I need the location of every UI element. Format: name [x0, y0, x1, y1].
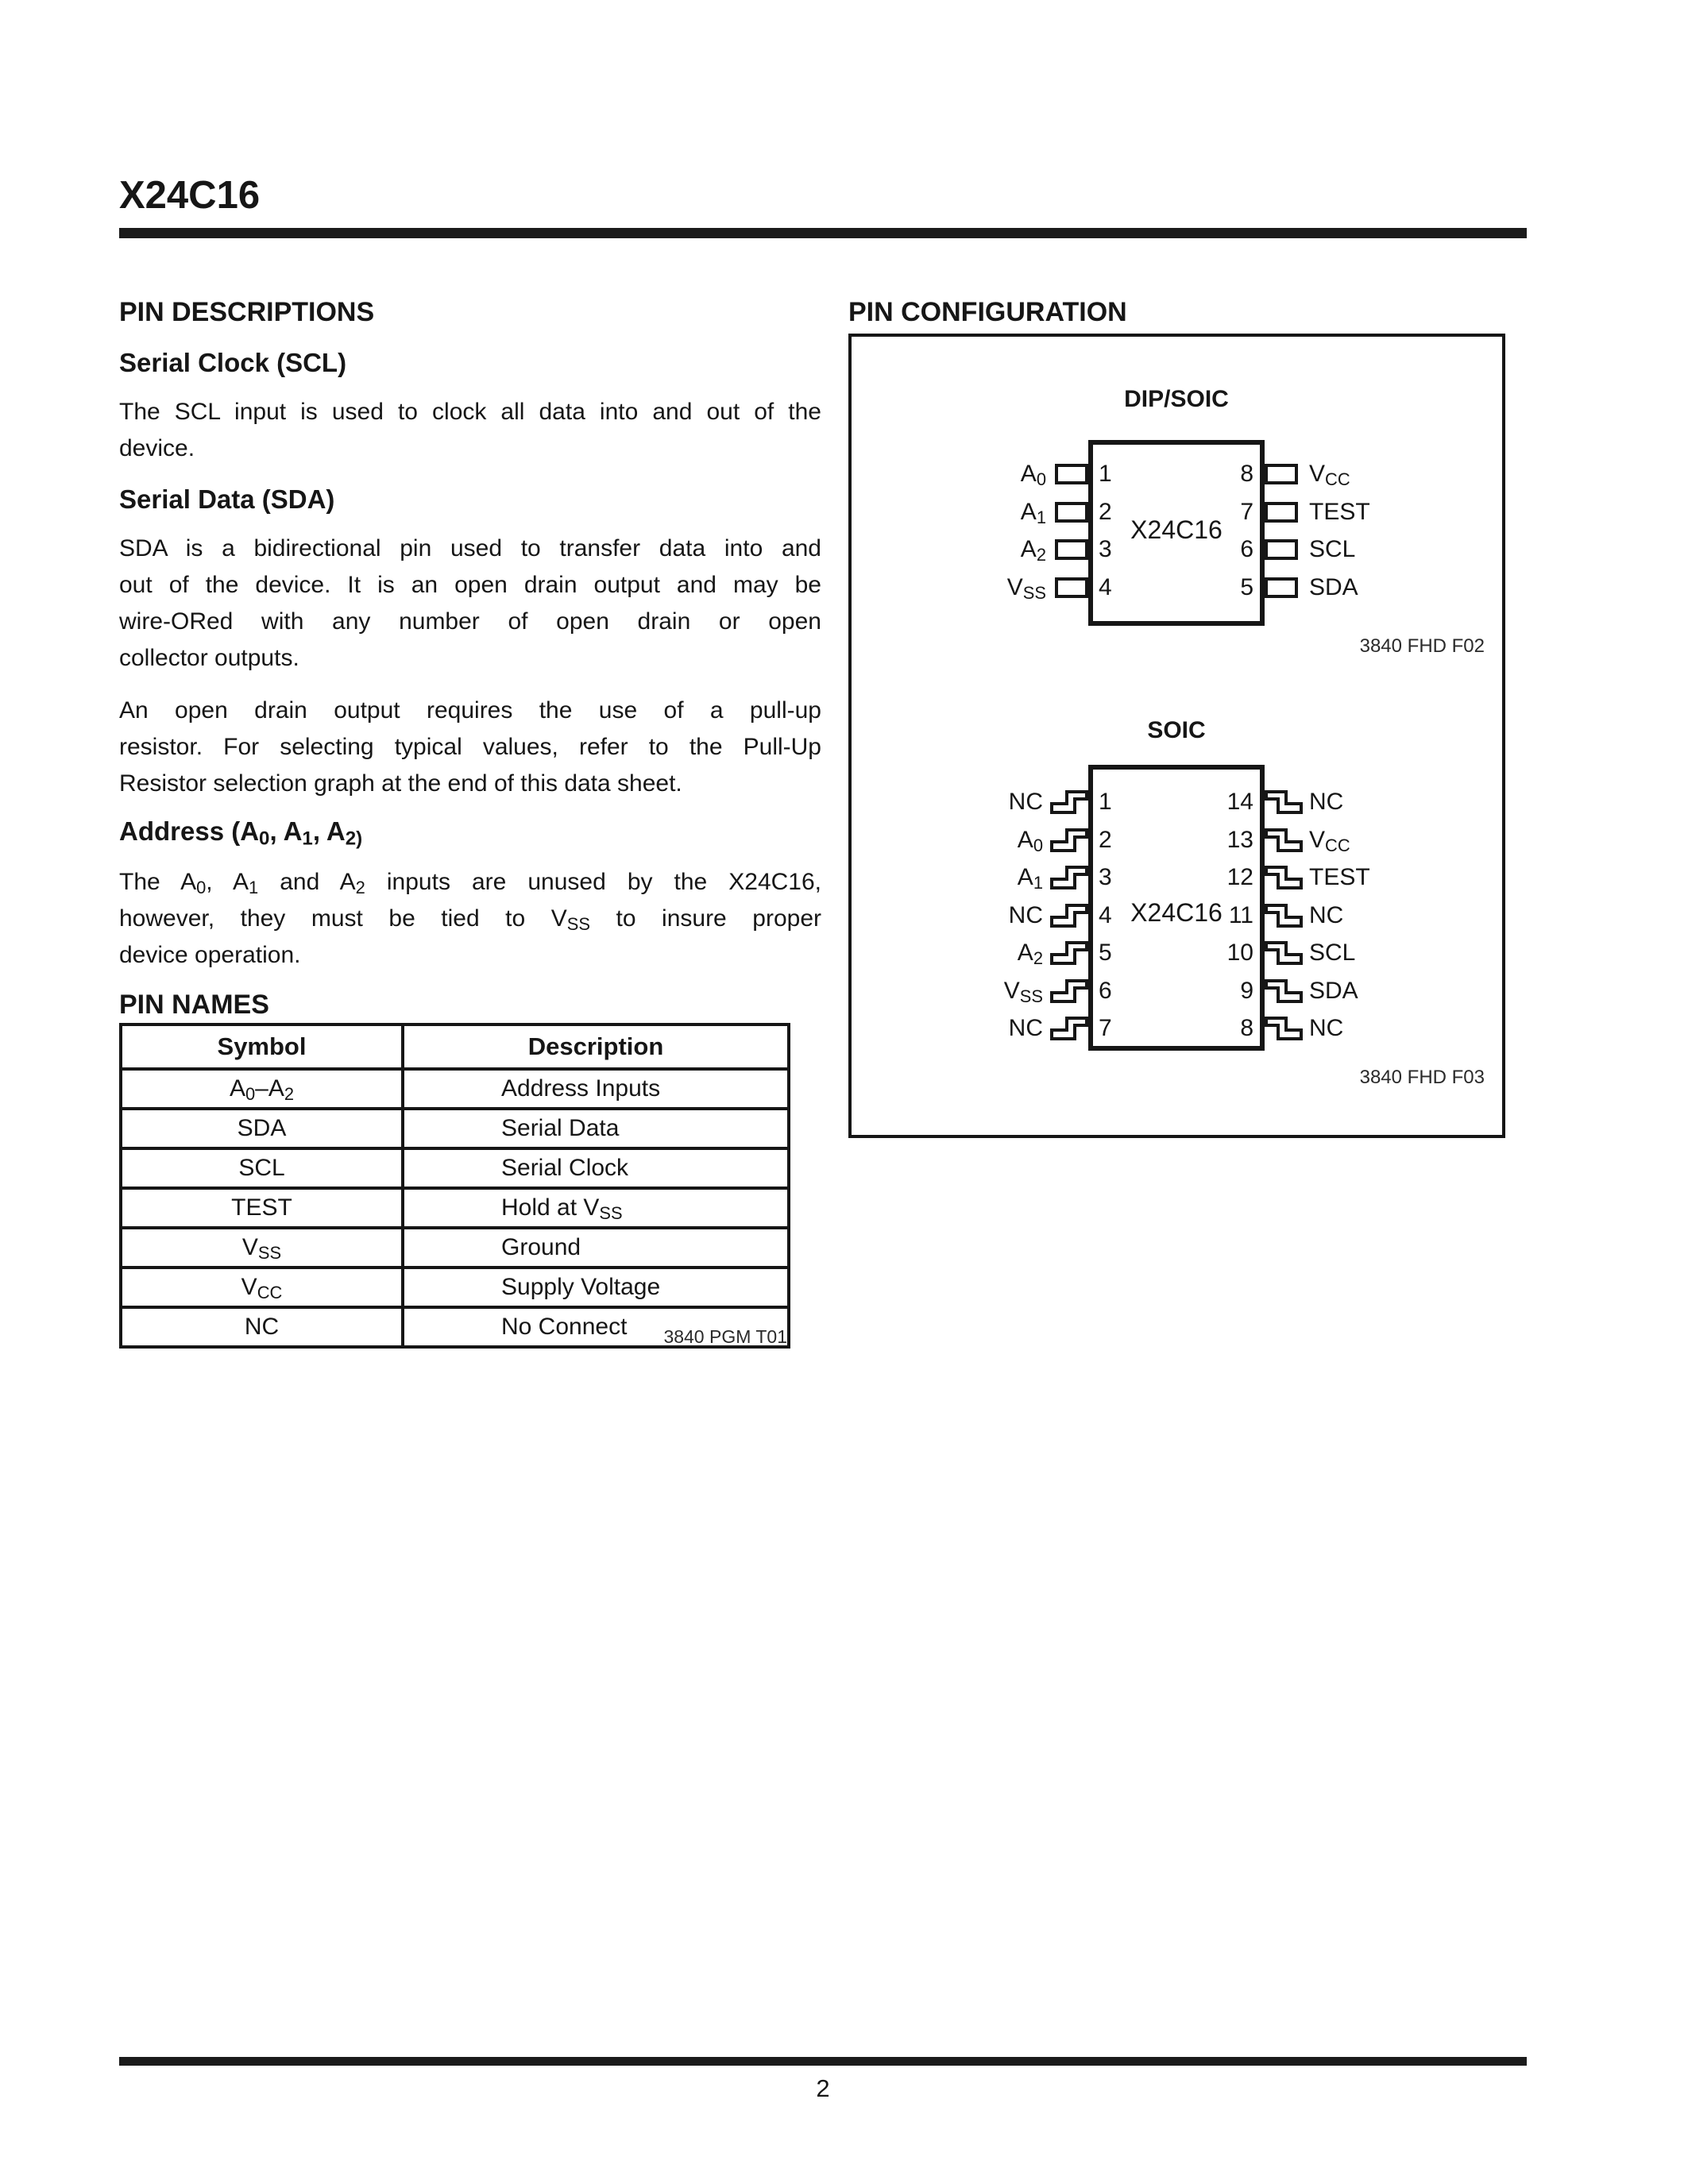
pin-row [914, 901, 1112, 928]
pin-label [914, 574, 1046, 601]
subscript: 2) [345, 828, 363, 850]
text-segment: inputs are unused by the X24C16, [365, 869, 821, 895]
pin-row [914, 573, 1112, 603]
table-row [121, 1069, 789, 1109]
serial-data-paragraph-1 [119, 531, 821, 677]
heading-text: Address (A [119, 816, 260, 846]
dip-pin-lead-icon [1055, 577, 1088, 598]
pin-label [914, 536, 1046, 563]
pin-label-text: TEST [1309, 864, 1370, 890]
pin-label [1309, 902, 1343, 929]
pin-label-text: SDA [1309, 977, 1358, 1004]
pin-label-text: A [1020, 498, 1037, 525]
table-body [121, 1069, 789, 1347]
pin-number: 8 [1240, 1015, 1253, 1041]
soic-title: SOIC [1147, 717, 1206, 743]
soic-left-pins [914, 790, 1112, 1055]
pin-label-text: NC [1008, 1015, 1043, 1041]
pin-number: 3 [1099, 864, 1112, 890]
text-line: Resistor selection graph at the end of this data sheet. [119, 770, 682, 797]
subscript: CC [1325, 835, 1350, 855]
pin-label [1309, 978, 1358, 1005]
description-text: Ground [501, 1234, 581, 1260]
pin-label-text: NC [1309, 789, 1344, 815]
subscript: SS [1019, 986, 1043, 1006]
pin-row [1218, 461, 1370, 489]
pin-number: 10 [1226, 940, 1253, 966]
pin-row [1218, 573, 1370, 600]
symbol-text: V [241, 1234, 258, 1260]
soic-chip-name: X24C16 [1130, 898, 1223, 927]
pin-label [914, 827, 1043, 854]
pin-label-text: NC [1309, 901, 1344, 928]
pin-label [1309, 940, 1355, 967]
pin-label-text: A [1017, 864, 1033, 890]
pin-label-text: V [1006, 573, 1023, 600]
pin-label [1309, 499, 1370, 526]
header-rule [119, 228, 1527, 238]
dip-pin-lead-icon [1265, 539, 1298, 560]
description-cell [403, 1069, 789, 1109]
pin-number: 2 [1099, 498, 1112, 525]
table-row [121, 1268, 789, 1307]
soic-package-diagram [914, 765, 1517, 1063]
description-text: Serial Data [501, 1115, 620, 1141]
pin-configuration-heading: PIN CONFIGURATION [848, 297, 1127, 327]
pin-row [914, 461, 1112, 489]
text-line: out of the device. It is an open drain output and may be [119, 572, 821, 598]
subscript: SS [1022, 582, 1046, 603]
symbol-cell [121, 1188, 403, 1228]
dip-pin-lead-icon [1265, 464, 1298, 484]
pin-label [1309, 536, 1355, 563]
subscript: SS [566, 913, 590, 934]
pin-number: 7 [1099, 1015, 1112, 1041]
dip-figure-code: 3840 FHD F02 [1359, 635, 1485, 657]
pin-row [1214, 866, 1370, 889]
pin-number: 9 [1240, 977, 1253, 1004]
pin-label [1309, 827, 1350, 854]
subscript: 1 [302, 828, 313, 850]
symbol-text: A [229, 1075, 245, 1102]
dip-left-pins [914, 461, 1112, 615]
subscript: 1 [1033, 872, 1043, 893]
soic-pin-lead-icon [1265, 1017, 1303, 1040]
pin-label [914, 1015, 1043, 1042]
soic-pin-lead-icon [1265, 904, 1303, 928]
subscript: 2 [284, 1083, 295, 1104]
description-cell [403, 1228, 789, 1268]
text-segment: The A [119, 869, 197, 895]
pin-number: 14 [1226, 789, 1253, 815]
pin-row [1214, 826, 1370, 855]
pin-number: 2 [1099, 826, 1112, 853]
pin-label [1309, 864, 1370, 891]
table-row [121, 1188, 789, 1228]
soic-pin-lead-icon [1050, 941, 1088, 965]
pin-names-heading: PIN NAMES [119, 990, 269, 1020]
pin-row [914, 1017, 1112, 1040]
pin-label-text: A [1017, 826, 1033, 853]
pin-label-text: V [1309, 826, 1326, 853]
text-segment: to insure proper [589, 905, 821, 932]
soic-pin-lead-icon [1265, 866, 1303, 889]
page-title: X24C16 [119, 174, 261, 217]
pin-row [1218, 536, 1370, 562]
soic-pin-lead-icon [1265, 828, 1303, 852]
description-text: Serial Clock [501, 1155, 629, 1181]
pin-label-text: V [1309, 461, 1326, 487]
text-line: resistor. For selecting typical values, refer to the Pull-Up [119, 734, 821, 760]
pin-row [1214, 790, 1370, 814]
pin-number: 12 [1226, 864, 1253, 890]
dip-pin-lead-icon [1055, 539, 1088, 560]
description-text: Hold at V [501, 1194, 600, 1221]
soic-pin-lead-icon [1050, 904, 1088, 928]
pin-row [1218, 498, 1370, 525]
subscript: 0 [245, 1083, 256, 1104]
text-line: The SCL input is used to clock all data into and out of the [119, 399, 821, 425]
text-line: device operation. [119, 942, 301, 968]
pin-row [914, 940, 1112, 968]
address-heading [119, 816, 363, 850]
symbol-cell [121, 1069, 403, 1109]
subscript: CC [1325, 469, 1350, 489]
symbol-text: SDA [237, 1115, 287, 1141]
subscript: CC [257, 1282, 283, 1302]
subscript: 2 [1036, 544, 1046, 565]
text-line [119, 864, 821, 901]
text-line: SDA is a bidirectional pin used to transfer data into and [119, 535, 821, 561]
pin-row [1214, 941, 1370, 965]
footer-rule [119, 2057, 1527, 2066]
serial-data-paragraph-2 [119, 693, 821, 802]
pin-number: 13 [1226, 826, 1253, 853]
symbol-text: –A [255, 1075, 284, 1102]
subscript: 0 [1036, 469, 1046, 489]
pin-label-text: SDA [1309, 573, 1358, 600]
subscript: 0 [259, 828, 270, 850]
pin-label [914, 902, 1043, 929]
symbol-cell [121, 1148, 403, 1188]
symbol-text: TEST [231, 1194, 292, 1221]
symbol-cell [121, 1268, 403, 1307]
description-cell [403, 1109, 789, 1148]
description-cell [403, 1188, 789, 1228]
soic-figure-code: 3840 FHD F03 [1359, 1067, 1485, 1088]
serial-clock-paragraph [119, 394, 821, 467]
pin-number: 11 [1228, 901, 1253, 928]
pin-label [914, 864, 1043, 891]
pin-label [1309, 574, 1358, 601]
dip-pin-lead-icon [1055, 464, 1088, 484]
description-column-header: Description [403, 1024, 789, 1069]
pin-label-text: NC [1309, 1015, 1344, 1041]
description-cell [403, 1148, 789, 1188]
table-header-row [121, 1024, 789, 1069]
subscript: 2 [1033, 947, 1043, 968]
pin-label [914, 789, 1043, 816]
subscript: 0 [196, 877, 207, 897]
pin-number: 6 [1240, 536, 1253, 562]
soic-pin-lead-icon [1050, 979, 1088, 1003]
pin-label-text: A [1020, 536, 1037, 562]
table-figure-code: 3840 PGM T01 [663, 1326, 787, 1347]
pin-row [914, 536, 1112, 565]
symbol-text: NC [244, 1314, 280, 1340]
pin-label [1309, 1015, 1343, 1042]
subscript: 1 [249, 877, 259, 897]
pin-number: 5 [1240, 573, 1253, 600]
pin-label-text: NC [1008, 789, 1043, 815]
pin-label [914, 940, 1043, 967]
pin-row [914, 826, 1112, 855]
subscript: 2 [355, 877, 365, 897]
pin-label-text: NC [1008, 901, 1043, 928]
address-paragraph [119, 864, 821, 974]
subscript: SS [599, 1202, 623, 1223]
symbol-cell [121, 1228, 403, 1268]
dip-soic-title: DIP/SOIC [1124, 386, 1229, 412]
soic-pin-lead-icon [1050, 828, 1088, 852]
pin-number: 6 [1099, 977, 1112, 1004]
soic-pin-lead-icon [1265, 941, 1303, 965]
symbol-text: SCL [238, 1155, 285, 1181]
pin-label-text: A [1017, 940, 1033, 966]
pin-number: 8 [1240, 461, 1253, 487]
text-segment: and A [258, 869, 356, 895]
pin-row [914, 790, 1112, 814]
pin-row [914, 977, 1112, 1006]
text-segment: , A [206, 869, 249, 895]
dip-right-pins [1218, 461, 1370, 615]
text-line [119, 901, 821, 937]
pin-number: 4 [1099, 901, 1112, 928]
page-number: 2 [816, 2074, 830, 2102]
soic-pin-lead-icon [1265, 979, 1303, 1003]
symbol-text: V [241, 1274, 257, 1300]
description-text: No Connect [501, 1314, 628, 1340]
soic-right-pins [1214, 790, 1370, 1055]
pin-number: 3 [1099, 536, 1112, 562]
heading-text: , A [312, 816, 346, 846]
heading-text: , A [269, 816, 303, 846]
pin-descriptions-heading: PIN DESCRIPTIONS [119, 297, 375, 327]
dip-pin-lead-icon [1265, 577, 1298, 598]
pin-number: 7 [1240, 498, 1253, 525]
pin-label [1309, 789, 1343, 816]
pin-label-text: TEST [1309, 498, 1370, 525]
pin-label-text: SCL [1309, 940, 1356, 966]
pin-row [1214, 979, 1370, 1003]
dip-pin-lead-icon [1265, 502, 1298, 523]
pin-number: 5 [1099, 940, 1112, 966]
serial-data-heading: Serial Data (SDA) [119, 484, 335, 514]
dip-chip-name: X24C16 [1130, 515, 1223, 544]
pin-label [914, 461, 1046, 488]
text-line: An open drain output requires the use of a pull-up [119, 697, 821, 723]
subscript: 1 [1036, 507, 1046, 527]
soic-pin-lead-icon [1050, 866, 1088, 889]
text-line: collector outputs. [119, 645, 299, 671]
pin-label-text: SCL [1309, 536, 1356, 562]
pin-label-text: V [1003, 977, 1020, 1004]
dip-pin-lead-icon [1055, 502, 1088, 523]
description-cell [403, 1268, 789, 1307]
soic-pin-lead-icon [1050, 790, 1088, 814]
text-segment: however, they must be tied to V [119, 905, 567, 932]
table-row [121, 1228, 789, 1268]
pin-label [914, 978, 1043, 1005]
pin-number: 4 [1099, 573, 1112, 600]
symbol-column-header: Symbol [121, 1024, 403, 1069]
table-row [121, 1148, 789, 1188]
subscript: SS [257, 1242, 282, 1263]
pin-row [1214, 901, 1370, 928]
symbol-cell [121, 1109, 403, 1148]
serial-clock-heading: Serial Clock (SCL) [119, 348, 347, 377]
pin-row [914, 864, 1112, 893]
pin-number: 1 [1099, 789, 1112, 815]
table-header [121, 1024, 789, 1069]
pin-label [914, 499, 1046, 526]
soic-pin-lead-icon [1050, 1017, 1088, 1040]
subscript: 0 [1033, 835, 1043, 855]
pin-names-table [119, 1023, 790, 1349]
pin-number: 1 [1099, 461, 1112, 487]
pin-label-text: A [1020, 461, 1037, 487]
text-line: wire-ORed with any number of open drain or open [119, 608, 821, 635]
pin-label [1309, 461, 1350, 488]
pin-row [914, 498, 1112, 527]
table-row [121, 1109, 789, 1148]
description-text: Address Inputs [501, 1075, 661, 1102]
soic-pin-lead-icon [1265, 790, 1303, 814]
dip-package-diagram [914, 440, 1517, 639]
text-line: device. [119, 435, 195, 461]
pin-row [1214, 1017, 1370, 1040]
description-text: Supply Voltage [501, 1274, 661, 1300]
